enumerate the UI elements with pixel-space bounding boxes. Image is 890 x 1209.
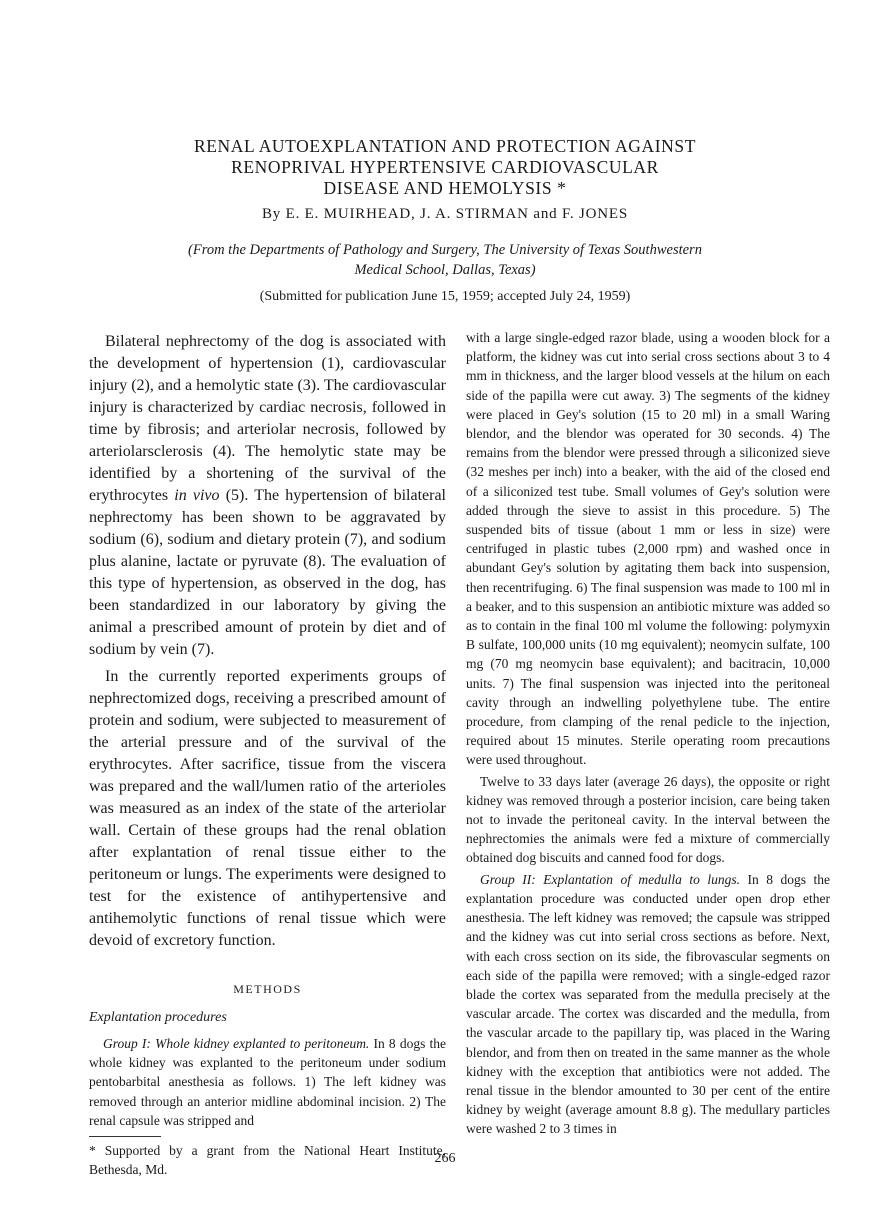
explantation-heading: Explantation procedures <box>89 1010 227 1025</box>
author-line: By E. E. MUIRHEAD, J. A. STIRMAN and F. JONES <box>261 206 629 222</box>
group-1-paragraph <box>89 1034 446 1130</box>
footnote: * Supported by a grant from the National Heart Institute, Bethesda, Md. <box>89 1143 446 1178</box>
article-title <box>120 136 770 199</box>
title-line-3: DISEASE AND HEMOLYSIS * <box>323 178 567 198</box>
group-1-text: In 8 dogs the whole kidney was explanted to the peritoneum under sodium pentobarbital anesthesia as follows. 1) The left kidney was removed through an anterior midline abdominal incision. 2) The renal capsule was stripped and <box>89 1036 446 1128</box>
second-nephrectomy-paragraph: Twelve to 33 days later (average 26 days), the opposite or right kidney was removed through a posterior incision, care being taken not to invade the peritoneal cavity. In the interval between the nephrectomies the animals were fed a mixture of commercially obtained dog biscuits and canned food for dogs. <box>466 773 830 866</box>
intro-p1-italic: in vivo <box>174 487 220 504</box>
page-number: 266 <box>434 1151 456 1166</box>
group-2-heading: Group II: Explantation of medulla to lungs. <box>480 871 741 887</box>
submission-dates: (Submitted for publication June 15, 1959; accepted July 24, 1959) <box>259 289 631 304</box>
affiliation-line-1: (From the Departments of Pathology and Surgery, The University of Texas Southwestern <box>188 242 702 258</box>
methods-heading: METHODS <box>233 982 302 996</box>
title-line-1: RENAL AUTOEXPLANTATION AND PROTECTION AGAINST <box>194 136 696 156</box>
group-1-section <box>89 1034 446 1130</box>
right-column <box>466 328 830 1139</box>
group-2-text: In 8 dogs the explantation procedure was conducted under open drop ether anesthesia. The left kidney was removed; the capsule was stripped and the kidney was cut into serial cross sections as before. Next, with each cross section on its side, the fibrovascular segments on each side of the papilla were removed; with a single-edged razor blade the cortex was separated from the medulla precisely at the vascular arcade. The cortex was discarded and the medulla, from the vascular arcade to the papillary tip, was placed in the Waring blendor, and from then on treated in the same manner as the whole kidney with the exception that antibiotics were not added. The renal tissue in the blendor amounted to 30 per cent of the entire kidney by weight (average amount 8.8 g). The medullary particles were washed 2 to 3 times in <box>466 871 831 1137</box>
introduction <box>89 331 446 952</box>
group-2-paragraph <box>466 870 830 1139</box>
title-line-2: RENOPRIVAL HYPERTENSIVE CARDIOVASCULAR <box>231 157 659 177</box>
intro-p1-part-a: Bilateral nephrectomy of the dog is associated with the development of hypertension (1), cardiovascular injury (2), and a hemolytic state (3). The cardiovascular injury is characterized by cardiac necrosis, followed in time by fibrosis; and arteriolar necrosis, followed by arteriolarsclerosis (4). The hemolytic state may be identified by a shortening of the survival of the erythrocytes <box>89 333 446 504</box>
right-column-text <box>466 328 830 1139</box>
intro-p1-part-b: (5). The hypertension of bilateral nephrectomy has been shown to be aggravated by sodium (6), sodium and dietary protein (7), and sodium plus alanine, lactate or pyruvate (8). The evaluation of this type of hypertension, as observed in the dog, has been standardized in our laboratory by giving the animal a prescribed amount of protein by diet and of sodium by vein (7). <box>89 487 446 658</box>
footnote-divider <box>89 1136 161 1137</box>
group-1-heading: Group I: Whole kidney explanted to peritoneum. <box>103 1036 370 1051</box>
intro-paragraph-2: In the currently reported experiments groups of nephrectomized dogs, receiving a prescribed amount of protein and sodium, were subjected to measurement of the arterial pressure and of the survival of the erythrocytes. After sacrifice, tissue from the viscera was prepared and the wall/lumen ratio of the arterioles was measured as an index of the state of the arteriolar wall. Certain of these groups had the renal oblation after explantation of renal tissue either to the peritoneum or lungs. The experiments were designed to test for the existence of antihypertensive and antihemolytic functions of renal tissue which were devoid of excretory function. <box>89 668 446 949</box>
affiliation-line-2: Medical School, Dallas, Texas) <box>354 262 536 278</box>
intro-paragraph-1 <box>89 331 446 661</box>
left-column <box>89 331 446 1179</box>
affiliation <box>130 240 760 280</box>
procedure-paragraph: with a large single-edged razor blade, using a wooden block for a platform, the kidney was cut into serial cross sections about 3 to 4 mm in thickness, and the larger blood vessels at the hilum on each side of the papilla were cut away. 3) The segments of the kidney were placed in Gey's solution (15 to 20 ml) in a small Waring blendor, and the blendor was operated for 30 seconds. 4) The remains from the blendor were pressed through a siliconized sieve (32 meshes per inch) into a beaker, with the aid of the closed end of a siliconized test tube. Small volumes of Gey's solution were added through the sieve to assist in this procedure. 5) The suspended bits of tissue (about 1 mm or less in size) were centrifuged in plastic tubes (2,000 rpm) and washed once in abundant Gey's solution by agitating them back into suspension, then recentrifuging. 6) The final suspension was made to 100 ml in a beaker, and to this suspension an antibiotic mixture was added so as to contain in the final 100 ml volume the following: polymyxin B sulfate, 100,000 units (10 mg equivalent); neomycin sulfate, 100 mg (70 mg neomycin base equivalent); and bacitracin, 10,000 units. 7) The final suspension was injected into the peritoneal cavity through an indwelling polyethylene tube. The entire procedure, from clamping of the renal pedicle to the injection, required about 15 minutes. Sterile operating room precautions were used throughout. <box>466 330 830 768</box>
